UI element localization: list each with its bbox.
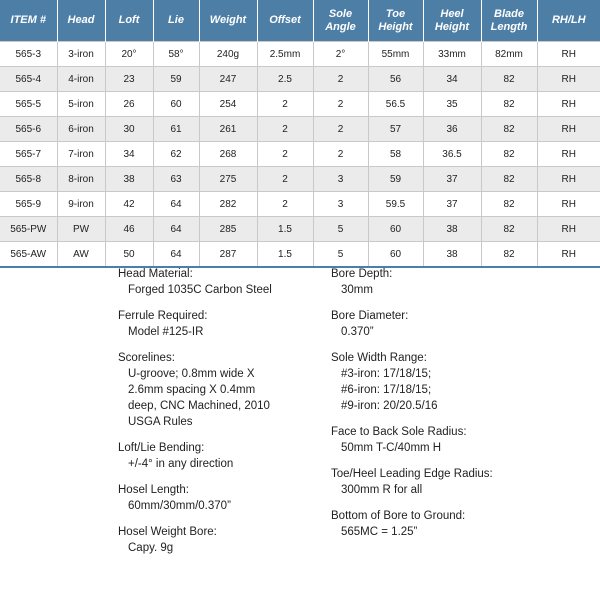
table-cell: AW [57, 242, 105, 268]
table-cell: 285 [199, 217, 257, 242]
table-cell: RH [537, 167, 600, 192]
column-header [423, 0, 481, 42]
column-header-line: RH/LH [551, 14, 586, 26]
column-header-line: Toe [385, 7, 406, 20]
table-cell: 8-iron [57, 167, 105, 192]
table-cell: 565-PW [0, 217, 57, 242]
spec-note-label: Ferrule Required: [118, 310, 208, 322]
column-header [57, 0, 105, 42]
table-cell: 5 [313, 217, 368, 242]
spec-note-value: 2.6mm spacing X 0.4mm [128, 384, 256, 396]
table-cell: 64 [153, 242, 199, 268]
table-row [0, 242, 600, 268]
spec-note [331, 350, 561, 414]
table-cell: 565-7 [0, 142, 57, 167]
table-row [0, 142, 600, 167]
table-cell: 2 [257, 192, 313, 217]
spec-note [118, 524, 318, 556]
table-row [0, 117, 600, 142]
table-cell: RH [537, 67, 600, 92]
spec-note-label: Loft/Lie Bending: [118, 442, 205, 454]
column-header-line: Heel [440, 7, 464, 20]
spec-note-value: U-groove; 0.8mm wide X [128, 368, 255, 380]
spec-note-label: Hosel Length: [118, 484, 189, 496]
column-header-line: Blade [494, 7, 524, 20]
spec-note [331, 266, 561, 298]
table-cell: 2 [313, 92, 368, 117]
table-cell: 60 [153, 92, 199, 117]
spec-note [331, 308, 561, 340]
table-cell: 268 [199, 142, 257, 167]
table-cell: 82 [481, 242, 537, 268]
table-cell: 2 [313, 142, 368, 167]
spec-note-value: 50mm T-C/40mm H [341, 442, 442, 454]
spec-note-value: 0.370” [341, 326, 374, 338]
column-header-line: Loft [118, 14, 140, 26]
spec-note [331, 466, 561, 498]
column-header-line: Sole [328, 7, 353, 20]
table-cell: 4-iron [57, 67, 105, 92]
table-cell: 2 [313, 117, 368, 142]
table-cell: 82 [481, 167, 537, 192]
table-row [0, 42, 600, 67]
table-row [0, 67, 600, 92]
table-cell: 30 [105, 117, 153, 142]
spec-note-label: Sole Width Range: [331, 352, 427, 364]
table-cell: 5 [313, 242, 368, 268]
table-cell: 2° [313, 42, 368, 67]
spec-note-label: Bore Depth: [331, 268, 393, 280]
table-cell: 1.5 [257, 217, 313, 242]
table-cell: 565-5 [0, 92, 57, 117]
spec-note-value: #9-iron: 20/20.5/16 [341, 400, 438, 412]
spec-note [331, 508, 561, 540]
table-cell: 64 [153, 217, 199, 242]
spec-note-value: Model #125-IR [128, 326, 204, 338]
column-header [481, 0, 537, 42]
column-header [313, 0, 368, 42]
column-header [257, 0, 313, 42]
table-row [0, 192, 600, 217]
table-row [0, 167, 600, 192]
table-cell: 35 [423, 92, 481, 117]
table-cell: 64 [153, 192, 199, 217]
table-cell: RH [537, 92, 600, 117]
spec-note-value: #6-iron: 17/18/15; [341, 384, 432, 396]
table-cell: 240g [199, 42, 257, 67]
spec-note [331, 424, 561, 456]
table-cell: 55mm [368, 42, 423, 67]
table-cell: 82 [481, 92, 537, 117]
spec-note-label: Head Material: [118, 268, 193, 280]
column-header-line: Height [434, 20, 470, 33]
table-row [0, 92, 600, 117]
spec-note-value: 30mm [341, 284, 373, 296]
spec-note-label: Bore Diameter: [331, 310, 409, 322]
table-cell: 82 [481, 117, 537, 142]
table-cell: 42 [105, 192, 153, 217]
table-cell: 36.5 [423, 142, 481, 167]
table-cell: 565-3 [0, 42, 57, 67]
table-cell: 247 [199, 67, 257, 92]
table-cell: 3-iron [57, 42, 105, 67]
table-cell: 2 [257, 92, 313, 117]
table-cell: RH [537, 192, 600, 217]
table-cell: 38 [423, 242, 481, 268]
table-cell: 60 [368, 242, 423, 268]
column-header [537, 0, 600, 42]
column-header [199, 0, 257, 42]
table-cell: 287 [199, 242, 257, 268]
table-cell: 2 [257, 167, 313, 192]
table-header-row [0, 0, 600, 42]
table-cell: RH [537, 117, 600, 142]
table-row [0, 217, 600, 242]
table-body [0, 42, 600, 268]
table-cell: 62 [153, 142, 199, 167]
spec-note-label: Scorelines: [118, 352, 175, 364]
table-cell: 38 [105, 167, 153, 192]
table-cell: 82 [481, 142, 537, 167]
column-header-line: Length [490, 20, 528, 33]
column-header-line: Lie [168, 14, 184, 26]
column-header [153, 0, 199, 42]
table-cell: RH [537, 242, 600, 268]
column-header-line: Head [67, 14, 95, 26]
table-cell: 7-iron [57, 142, 105, 167]
column-header-line: Angle [325, 20, 356, 33]
table-cell: 275 [199, 167, 257, 192]
spec-note-value: deep, CNC Machined, 2010 [128, 400, 270, 412]
table-cell: 3 [313, 167, 368, 192]
table-cell: 34 [423, 67, 481, 92]
spec-note [118, 308, 318, 340]
table-cell: 37 [423, 167, 481, 192]
spec-note-value: 60mm/30mm/0.370” [128, 500, 231, 512]
table-cell: 63 [153, 167, 199, 192]
table-cell: 3 [313, 192, 368, 217]
column-header [105, 0, 153, 42]
column-header-line: Height [378, 20, 413, 33]
table-cell: 34 [105, 142, 153, 167]
spec-note-value: Capy. 9g [128, 542, 174, 554]
table-cell: 59 [153, 67, 199, 92]
table-cell: 1.5 [257, 242, 313, 268]
table-cell: 20° [105, 42, 153, 67]
spec-note [118, 440, 318, 472]
table-cell: 58° [153, 42, 199, 67]
table-cell: 82mm [481, 42, 537, 67]
table-cell: 56.5 [368, 92, 423, 117]
table-cell: 6-iron [57, 117, 105, 142]
notes-left-column [118, 266, 318, 566]
spec-note-value: #3-iron: 17/18/15; [341, 368, 432, 380]
spec-note-label: Hosel Weight Bore: [118, 526, 217, 538]
table-cell: 2.5 [257, 67, 313, 92]
table-cell: 58 [368, 142, 423, 167]
table-cell: 26 [105, 92, 153, 117]
table-cell: 9-iron [57, 192, 105, 217]
table-cell: 282 [199, 192, 257, 217]
column-header [368, 0, 423, 42]
table-cell: 254 [199, 92, 257, 117]
table-cell: 565-8 [0, 167, 57, 192]
table-cell: 82 [481, 192, 537, 217]
column-header [0, 0, 57, 42]
table-cell: 38 [423, 217, 481, 242]
notes-right-column [331, 266, 561, 550]
spec-note-value: Forged 1035C Carbon Steel [128, 284, 272, 296]
table-cell: 46 [105, 217, 153, 242]
table-cell: PW [57, 217, 105, 242]
table-cell: RH [537, 42, 600, 67]
spec-note-label: Toe/Heel Leading Edge Radius: [331, 468, 493, 480]
table-cell: 59.5 [368, 192, 423, 217]
table-cell: 82 [481, 67, 537, 92]
table-cell: 82 [481, 217, 537, 242]
specification-table [0, 0, 600, 268]
table-cell: 59 [368, 167, 423, 192]
table-cell: 5-iron [57, 92, 105, 117]
table-cell: 57 [368, 117, 423, 142]
table-cell: 565-9 [0, 192, 57, 217]
spec-note-label: Face to Back Sole Radius: [331, 426, 467, 438]
table-cell: 61 [153, 117, 199, 142]
spec-note-value: 300mm R for all [341, 484, 423, 496]
table-cell: 56 [368, 67, 423, 92]
table-cell: 565-6 [0, 117, 57, 142]
table-cell: 2.5mm [257, 42, 313, 67]
spec-note-value: +/-4° in any direction [128, 458, 234, 470]
table-cell: RH [537, 142, 600, 167]
table-cell: 2 [257, 117, 313, 142]
column-header-line: Weight [209, 14, 247, 26]
table-cell: 37 [423, 192, 481, 217]
table-cell: 36 [423, 117, 481, 142]
spec-note-value: USGA Rules [128, 416, 193, 428]
table-cell: 60 [368, 217, 423, 242]
spec-note-value: 565MC = 1.25” [341, 526, 418, 538]
table-cell: 565-4 [0, 67, 57, 92]
column-header-line: ITEM # [10, 14, 46, 26]
spec-note [118, 350, 318, 430]
table-cell: 2 [313, 67, 368, 92]
spec-note [118, 482, 318, 514]
table-cell: 50 [105, 242, 153, 268]
table-cell: 565-AW [0, 242, 57, 268]
table-cell: 2 [257, 142, 313, 167]
table-cell: RH [537, 217, 600, 242]
column-header-line: Offset [269, 14, 301, 26]
spec-note [118, 266, 318, 298]
table-cell: 23 [105, 67, 153, 92]
table-cell: 261 [199, 117, 257, 142]
table-cell: 33mm [423, 42, 481, 67]
spec-note-label: Bottom of Bore to Ground: [331, 510, 466, 522]
